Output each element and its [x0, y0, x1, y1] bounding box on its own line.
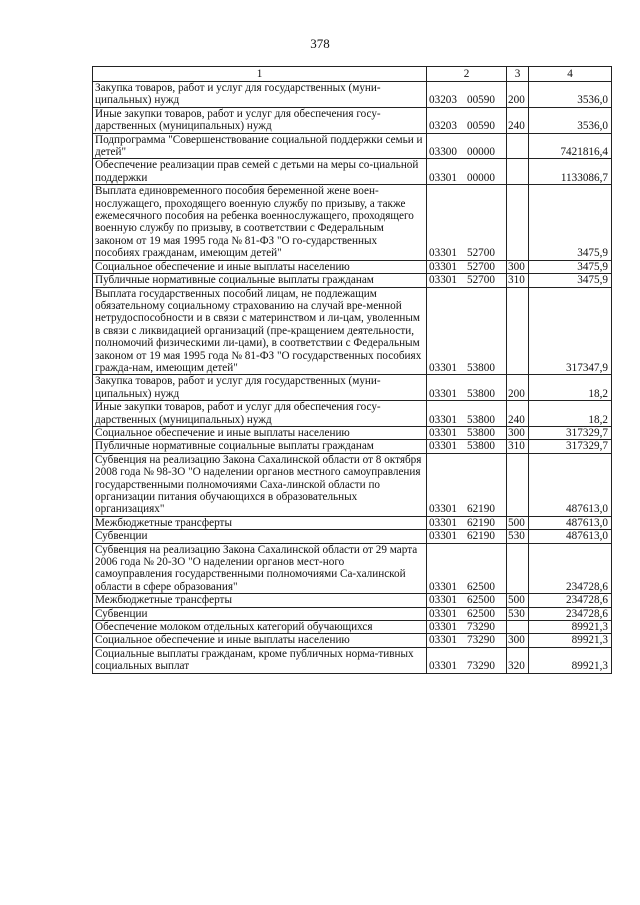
table-row: [93, 133, 612, 159]
table-row: [93, 607, 612, 620]
code-program: 03301: [429, 426, 457, 439]
row-expense-type: 300: [507, 426, 529, 439]
code-program: 03301: [429, 621, 457, 634]
code-program: 03301: [429, 361, 457, 374]
row-amount: 89921,3: [529, 634, 612, 647]
row-expense-type: [507, 621, 529, 634]
row-amount: 317329,7: [529, 426, 612, 439]
code-program: 03301: [429, 516, 457, 529]
row-expense-type: 300: [507, 634, 529, 647]
row-name: Социальное обеспечение и иные выплаты населению: [93, 260, 427, 273]
row-expense-type: [507, 159, 529, 185]
row-code: [427, 426, 507, 439]
row-amount: 3475,9: [529, 185, 612, 260]
code-program: 03301: [429, 580, 457, 593]
row-name: Социальное обеспечение и иные выплаты населению: [93, 426, 427, 439]
row-name: Закупка товаров, работ и услуг для государственных (муни-ципальных) нужд: [93, 375, 427, 401]
code-program: 03301: [429, 530, 457, 543]
row-code: [427, 634, 507, 647]
table-row: [93, 530, 612, 543]
table-row: [93, 543, 612, 594]
row-name: Обеспечение реализации прав семей с детьми на меры со-циальной поддержки: [93, 159, 427, 185]
row-expense-type: 530: [507, 530, 529, 543]
code-program: 03301: [429, 171, 457, 184]
row-expense-type: [507, 133, 529, 159]
row-code: [427, 401, 507, 427]
row-code: [427, 453, 507, 516]
table-row: [93, 185, 612, 260]
row-code: [427, 260, 507, 273]
row-name: Публичные нормативные социальные выплаты гражданам: [93, 274, 427, 287]
row-expense-type: 500: [507, 516, 529, 529]
row-name: Обеспечение молоком отдельных категорий обучающихся: [93, 621, 427, 634]
row-amount: 1133086,7: [529, 159, 612, 185]
row-expense-type: 240: [507, 107, 529, 133]
row-amount: 3475,9: [529, 274, 612, 287]
row-name: Закупка товаров, работ и услуг для государственных (муни-ципальных) нужд: [93, 82, 427, 108]
row-expense-type: 200: [507, 375, 529, 401]
table-row: [93, 594, 612, 607]
code-direction: 52700: [466, 274, 495, 287]
row-expense-type: [507, 453, 529, 516]
table-row: [93, 440, 612, 453]
row-amount: 234728,6: [529, 607, 612, 620]
row-code: [427, 607, 507, 620]
row-name: Подпрограмма "Совершенствование социальной поддержки семьи и детей": [93, 133, 427, 159]
row-expense-type: [507, 287, 529, 375]
row-amount: 234728,6: [529, 543, 612, 594]
code-direction: 73290: [466, 660, 495, 673]
row-expense-type: [507, 543, 529, 594]
row-name: Межбюджетные трансферты: [93, 516, 427, 529]
row-amount: 89921,3: [529, 647, 612, 673]
row-name: Иные закупки товаров, работ и услуг для обеспечения госу-дарственных (муниципальных) нужд: [93, 107, 427, 133]
row-name: Субвенция на реализацию Закона Сахалинской области от 29 марта 2006 года № 20-ЗО "О наделении органов мест-ного самоуправления государственными полномочиями Са-халинской области в сфере образования": [93, 543, 427, 594]
table-row: [93, 426, 612, 439]
code-direction: 00000: [466, 146, 495, 159]
code-program: 03301: [429, 387, 457, 400]
header-col-4: 4: [529, 67, 612, 82]
code-program: 03301: [429, 503, 457, 516]
code-program: 03203: [429, 94, 457, 107]
page-number: 378: [310, 36, 330, 51]
row-code: [427, 107, 507, 133]
table-row: [93, 260, 612, 273]
row-amount: 317329,7: [529, 440, 612, 453]
row-name: Публичные нормативные социальные выплаты гражданам: [93, 440, 427, 453]
row-expense-type: 310: [507, 274, 529, 287]
code-program: 03301: [429, 634, 457, 647]
code-direction: 73290: [466, 621, 495, 634]
row-name: Субвенция на реализацию Закона Сахалинской области от 8 октября 2008 года № 98-ЗО "О наделении органов местного самоуправления государственными полномочиями Саха-линской области по организации питания обучающихся в образовательных организациях": [93, 453, 427, 516]
row-amount: 487613,0: [529, 453, 612, 516]
row-name: Выплата единовременного пособия беременной жене воен-нослужащего, проходящего военную службу по призыву, а также ежемесячного пособия на ребенка военнослужащего, проходящего военную службу по призыву, в соответствии с Федеральным законом от 19 мая 1995 года № 81-ФЗ "О го-сударственных пособиях гражданам, имеющим детей": [93, 185, 427, 260]
table-row: [93, 159, 612, 185]
header-col-3: 3: [507, 67, 529, 82]
row-expense-type: 500: [507, 594, 529, 607]
row-code: [427, 543, 507, 594]
row-name: Межбюджетные трансферты: [93, 594, 427, 607]
row-code: [427, 133, 507, 159]
code-program: 03301: [429, 440, 457, 453]
row-code: [427, 82, 507, 108]
code-program: 03203: [429, 120, 457, 133]
row-amount: 7421816,4: [529, 133, 612, 159]
row-expense-type: 530: [507, 607, 529, 620]
table-row: [93, 287, 612, 375]
code-direction: 62190: [466, 503, 495, 516]
table-row: [93, 647, 612, 673]
row-code: [427, 274, 507, 287]
table-header-row: [93, 67, 612, 82]
table-row: [93, 82, 612, 108]
code-direction: 62190: [466, 516, 495, 529]
code-program: 03301: [429, 413, 457, 426]
row-code: [427, 287, 507, 375]
row-amount: 18,2: [529, 401, 612, 427]
table-row: [93, 453, 612, 516]
row-expense-type: 200: [507, 82, 529, 108]
code-direction: 53800: [466, 440, 495, 453]
row-amount: 18,2: [529, 375, 612, 401]
code-program: 03301: [429, 607, 457, 620]
row-code: [427, 594, 507, 607]
table-row: [93, 107, 612, 133]
row-code: [427, 185, 507, 260]
budget-table: [92, 66, 612, 674]
code-program: 03300: [429, 146, 457, 159]
code-direction: 62190: [466, 530, 495, 543]
table-row: [93, 634, 612, 647]
row-amount: 89921,3: [529, 621, 612, 634]
code-direction: 53800: [466, 426, 495, 439]
code-program: 03301: [429, 260, 457, 273]
code-direction: 00000: [466, 171, 495, 184]
row-amount: 3536,0: [529, 107, 612, 133]
row-code: [427, 530, 507, 543]
code-program: 03301: [429, 660, 457, 673]
row-code: [427, 647, 507, 673]
code-direction: 52700: [466, 247, 495, 260]
row-expense-type: 320: [507, 647, 529, 673]
code-direction: 62500: [466, 580, 495, 593]
row-name: Социальные выплаты гражданам, кроме публичных норма-тивных социальных выплат: [93, 647, 427, 673]
row-amount: 317347,9: [529, 287, 612, 375]
code-direction: 53800: [466, 387, 495, 400]
code-program: 03301: [429, 594, 457, 607]
row-amount: 3536,0: [529, 82, 612, 108]
code-direction: 62500: [466, 607, 495, 620]
row-expense-type: 310: [507, 440, 529, 453]
row-amount: 487613,0: [529, 530, 612, 543]
code-program: 03301: [429, 247, 457, 260]
row-name: Иные закупки товаров, работ и услуг для обеспечения госу-дарственных (муниципальных) нужд: [93, 401, 427, 427]
code-direction: 52700: [466, 260, 495, 273]
row-amount: 487613,0: [529, 516, 612, 529]
row-amount: 234728,6: [529, 594, 612, 607]
code-direction: 53800: [466, 413, 495, 426]
row-expense-type: [507, 185, 529, 260]
row-name: Субвенции: [93, 530, 427, 543]
row-code: [427, 440, 507, 453]
row-expense-type: 300: [507, 260, 529, 273]
row-code: [427, 516, 507, 529]
header-col-1: 1: [93, 67, 427, 82]
header-col-2: 2: [427, 67, 507, 82]
row-expense-type: 240: [507, 401, 529, 427]
table-row: [93, 621, 612, 634]
table-row: [93, 401, 612, 427]
code-direction: 00590: [466, 120, 495, 133]
table-row: [93, 274, 612, 287]
code-direction: 62500: [466, 594, 495, 607]
row-name: Выплата государственных пособий лицам, не подлежащим обязательному социальному страхованию на случай вре-менной нетрудоспособности и в связи с материнством и ли-цам, уволенным в связи с ликвидацией организаций (пре-кращением деятельности, полномочий физическими ли-цами), в соответствии с Федеральным законом от 19 мая 1995 года № 81-ФЗ "О государственных пособиях гражда-нам, имеющим детей": [93, 287, 427, 375]
row-name: Социальное обеспечение и иные выплаты населению: [93, 634, 427, 647]
code-program: 03301: [429, 274, 457, 287]
row-name: Субвенции: [93, 607, 427, 620]
row-code: [427, 621, 507, 634]
code-direction: 53800: [466, 361, 495, 374]
row-amount: 3475,9: [529, 260, 612, 273]
row-code: [427, 159, 507, 185]
code-direction: 00590: [466, 94, 495, 107]
table-row: [93, 516, 612, 529]
code-direction: 73290: [466, 634, 495, 647]
table-row: [93, 375, 612, 401]
row-code: [427, 375, 507, 401]
